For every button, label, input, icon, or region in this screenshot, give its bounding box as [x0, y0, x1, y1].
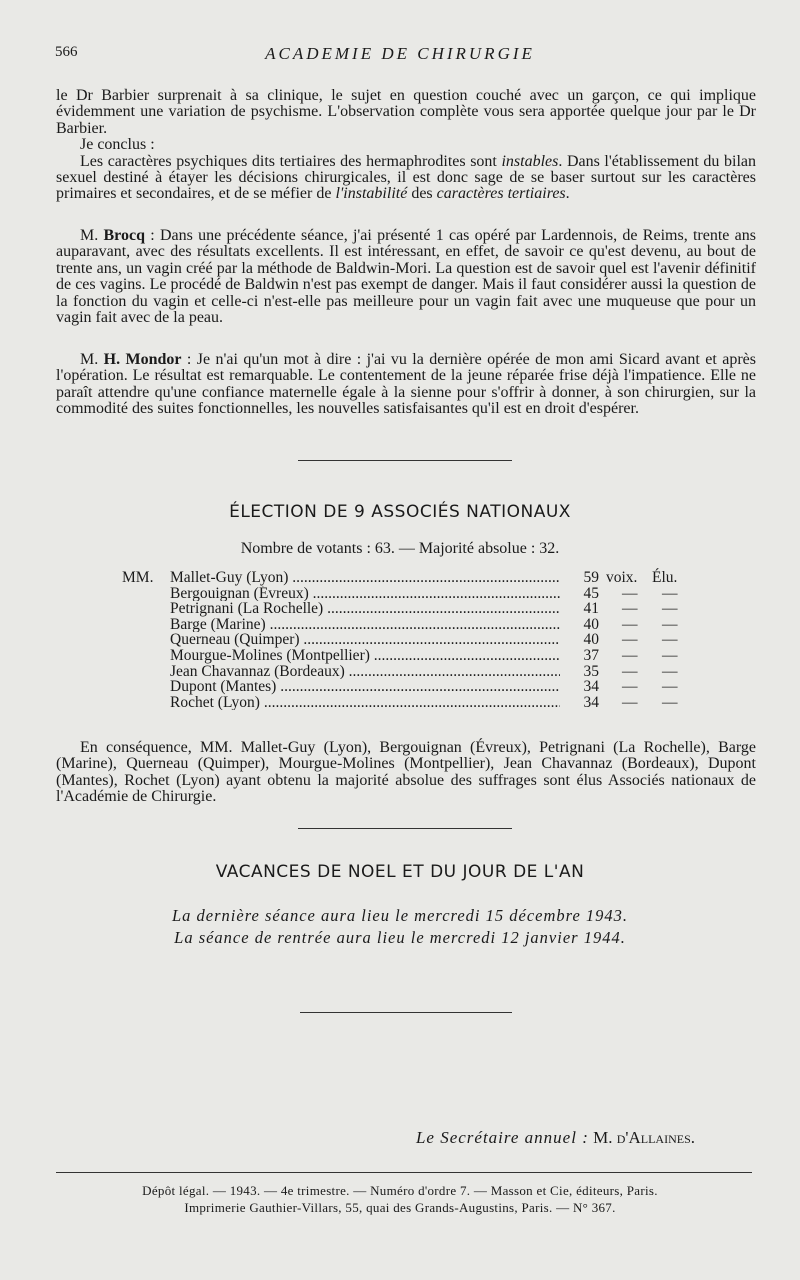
voix-label: voix. [606, 569, 638, 586]
signature-role: Le Secrétaire annuel : [415, 1128, 589, 1147]
separator-rule-2 [298, 828, 512, 829]
last-session-notice: La dernière séance aura lieu le mercredi 15 décembre 1943. [171, 906, 629, 925]
barbier-section [56, 88, 756, 203]
candidate-votes: 59 [583, 569, 599, 586]
results-prefix: MM. [122, 569, 154, 586]
result-row: Rochet (Lyon) ..... 34 — — [122, 695, 692, 711]
result-row: Barge (Marine) ..... 40 — — [122, 617, 692, 633]
signature [416, 1128, 695, 1148]
candidate-name: Mallet-Guy (Lyon) [170, 570, 289, 586]
candidate-name: Jean Chavannaz (Bordeaux) [170, 663, 345, 680]
paragraph-conclus: Je conclus : [80, 136, 155, 154]
brocq-section [56, 228, 756, 326]
paragraph-tertiary: Les caractères psychiques dits tertiaires des hermaphrodites sont instables. Dans l'établissement du bilan sexuel destiné à étayer les décisions chirurgicales, il est donc sage de se baser surtout sur les caractères primaires et secondaires, et de se méfier de l'instabilité des caractères tertiaires. [56, 152, 757, 203]
running-header [55, 44, 745, 66]
paragraph-election-conclusion: En conséquence, MM. Mallet-Guy (Lyon), Bergouignan (Évreux), Petrignani (La Rochelle), Barge (Marine), Querneau (Quimper), Mourgue-Molines (Montpellier), Jean Chavannaz (Bordeaux), Dupont (Mantes), Rochet (Lyon) ayant obtenu la majorité absolue des suffrages sont élus Associés nationaux de l'Académie de Chirurgie. [56, 739, 756, 806]
result-row: Querneau (Quimper) ..... 40 — — [122, 632, 692, 648]
candidate-name: Mourgue-Molines (Montpellier) [170, 647, 370, 664]
footer-rule [56, 1172, 752, 1173]
candidate-votes: 37 [583, 646, 599, 664]
election-conclusion-section [56, 740, 756, 806]
candidate-name: Rochet (Lyon) [170, 694, 260, 711]
page-number: 566 [55, 44, 78, 60]
election-title: ÉLECTION DE 9 ASSOCIÉS NATIONAUX [229, 502, 571, 522]
result-row: Dupont (Mantes) ..... 34 — — [122, 679, 692, 695]
speaker-mondor: H. Mondor [103, 351, 182, 368]
votes-summary: Nombre de votants : 63. — Majorité absolue : 32. [240, 540, 560, 557]
return-session-notice: La séance de rentrée aura lieu le mercredi 12 janvier 1944. [174, 928, 626, 947]
candidate-votes: 40 [583, 615, 599, 633]
elu-label: Élu. [652, 569, 678, 586]
signature-name: M. d'Allaines. [593, 1128, 695, 1147]
candidate-name: Barge (Marine) [170, 616, 266, 633]
footer-legal-line: Dépôt légal. — 1943. — 4e trimestre. — Numéro d'ordre 7. — Masson et Cie, éditeurs, Paris. [142, 1183, 658, 1198]
candidate-votes: 45 [583, 584, 599, 602]
result-row: Jean Chavannaz (Bordeaux) ..... 35 — — [122, 664, 692, 680]
journal-title: ACADEMIE DE CHIRURGIE [265, 44, 535, 63]
result-row: Bergouignan (Évreux) ..... 45 — — [122, 586, 692, 602]
paragraph-brocq: M. Brocq : Dans une précédente séance, j'ai présenté 1 cas opéré par Lardennois, de Reims, trente ans auparavant, avec des résultats excellents. Il est intéressant, en effet, de savoir ce qu'est devenu, au bout de trente ans, un vagin créé par la méthode de Baldwin-Mori. La question est de savoir quel est l'avenir définitif de ces vagins. Le procédé de Baldwin n'est pas exempt de danger. Mais il faut considérer aussi la question de la fonction du vagin et celle-ci n'est-elle pas meilleure pour un vagin fait avec une muqueuse que pour un vagin fait avec de la peau. [56, 227, 756, 327]
candidate-name: Dupont (Mantes) [170, 679, 277, 695]
holidays-title: VACANCES DE NOEL ET DU JOUR DE L'AN [215, 862, 585, 882]
mondor-section [56, 352, 756, 418]
candidate-name: Petrignani (La Rochelle) [170, 601, 324, 617]
candidate-name: Querneau (Quimper) [170, 632, 300, 648]
separator-rule-3 [300, 1012, 512, 1013]
candidate-name: Bergouignan (Évreux) [170, 585, 309, 602]
footer-printer-line: Imprimerie Gauthier-Villars, 55, quai des Grands-Augustins, Paris. — N° 367. [184, 1200, 616, 1215]
result-row [122, 570, 692, 586]
election-results [122, 570, 692, 710]
separator-rule-1 [298, 460, 512, 461]
candidate-votes: 41 [583, 600, 599, 618]
paragraph-mondor: M. H. Mondor : Je n'ai qu'un mot à dire : j'ai vu la dernière opérée de mon ami Sicard avant et après l'opération. Le résultat est remarquable. Le contentement de la jeune réparée frise déjà l'impatience. Elle ne paraît attendre qu'une confiance maternelle égale à la sienne pour s'offrir à donner, à son chirurgien, sur la commodité des suites fonctionnelles, les nouvelles satisfaisantes qu'il est en droit d'espérer. [56, 351, 756, 418]
candidate-votes: 40 [583, 631, 599, 649]
paragraph-barbier: le Dr Barbier surprenait à sa clinique, le sujet en question couché avec un garçon, ce qui implique évidemment une variation de psychisme. L'observation complète vous sera apportée quelque jour par le Dr Barbier. [56, 87, 756, 137]
result-row: Petrignani (La Rochelle) ..... 41 — — [122, 601, 692, 617]
candidate-votes: 34 [583, 693, 599, 711]
speaker-brocq: Brocq [103, 227, 145, 244]
candidate-votes: 34 [583, 678, 599, 696]
result-row: Mourgue-Molines (Montpellier) ..... 37 — — [122, 648, 692, 664]
candidate-votes: 35 [583, 662, 599, 680]
